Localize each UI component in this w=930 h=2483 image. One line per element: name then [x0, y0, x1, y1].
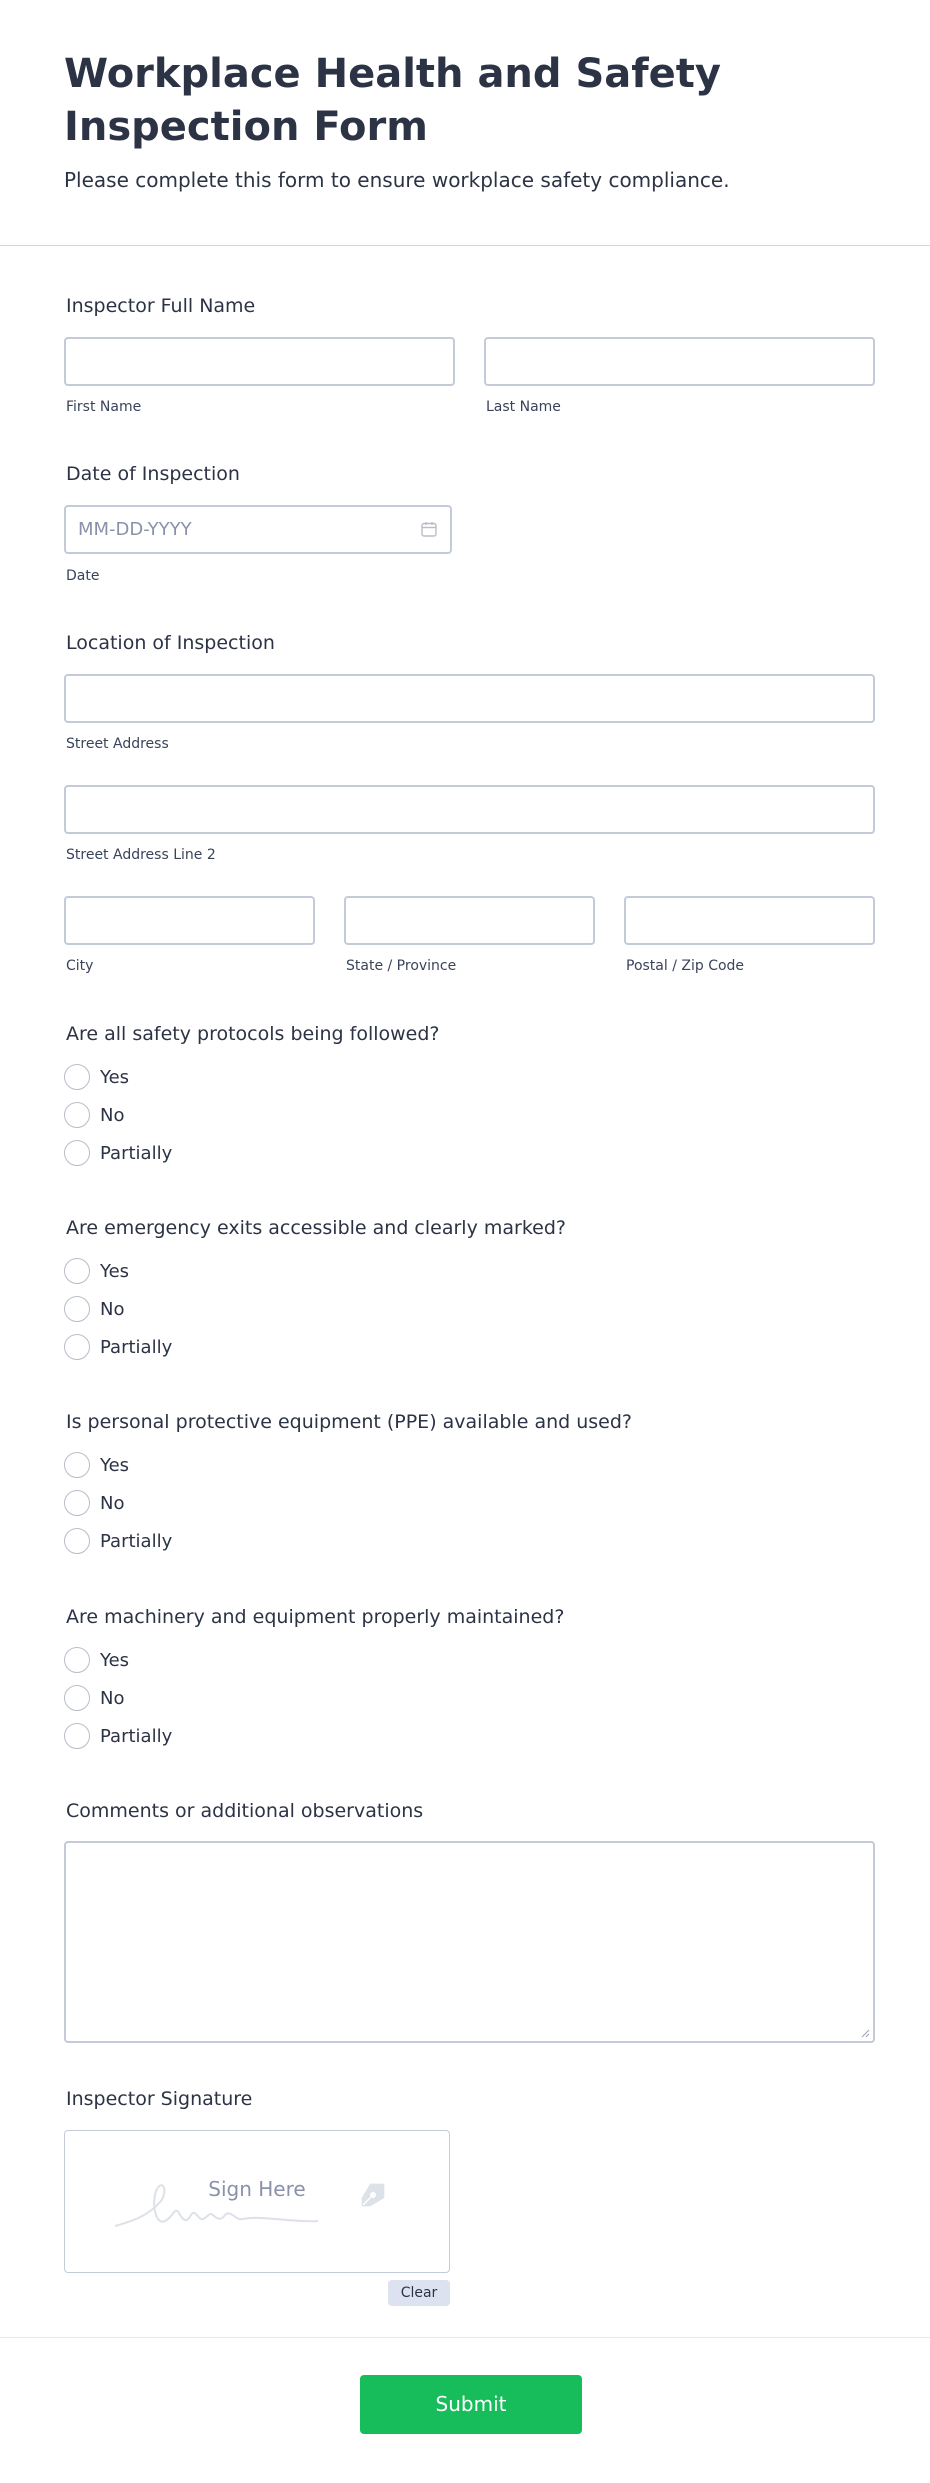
signature-placeholder: Sign Here: [208, 2177, 306, 2201]
signature-pad[interactable]: [64, 2130, 450, 2273]
radio-option-yes[interactable]: [64, 1647, 129, 1673]
radio-option-no[interactable]: [64, 1490, 124, 1516]
date-placeholder: MM-DD-YYYY: [78, 519, 192, 540]
radio-button[interactable]: [64, 1685, 90, 1711]
radio-label: Partially: [100, 1142, 173, 1164]
radio-button[interactable]: [64, 1723, 90, 1749]
radio-label: Yes: [100, 1649, 130, 1671]
location-label: Location of Inspection: [66, 632, 275, 654]
radio-label: Partially: [100, 1530, 173, 1552]
date-input[interactable]: [64, 505, 452, 554]
first-name-input[interactable]: [64, 337, 455, 386]
radio-option-yes[interactable]: [64, 1258, 129, 1284]
signature-label: Inspector Signature: [66, 2088, 253, 2110]
radio-label: Yes: [100, 1260, 130, 1282]
radio-button[interactable]: [64, 1102, 90, 1128]
radio-button[interactable]: [64, 1528, 90, 1554]
street-address-line2-input[interactable]: [64, 785, 875, 834]
radio-label: Yes: [100, 1454, 130, 1476]
radio-label: No: [100, 1687, 125, 1709]
calendar-icon[interactable]: [420, 520, 438, 538]
city-input[interactable]: [64, 896, 315, 945]
footer-divider: [0, 2337, 930, 2338]
radio-option-partially[interactable]: [64, 1140, 172, 1166]
comments-label: Comments or additional observations: [66, 1800, 424, 1822]
radio-label: Partially: [100, 1336, 173, 1358]
state-input[interactable]: [344, 896, 595, 945]
radio-button[interactable]: [64, 1490, 90, 1516]
form-subtitle: Please complete this form to ensure workplace safety compliance.: [64, 168, 730, 192]
last-name-sublabel: Last Name: [486, 399, 561, 415]
radio-button[interactable]: [64, 1296, 90, 1322]
clear-signature-button[interactable]: Clear: [388, 2280, 450, 2306]
radio-label: No: [100, 1298, 125, 1320]
radio-option-partially[interactable]: [64, 1334, 172, 1360]
radio-option-yes[interactable]: [64, 1064, 129, 1090]
question-machinery-label: Are machinery and equipment properly maintained?: [66, 1606, 565, 1628]
radio-button[interactable]: [64, 1334, 90, 1360]
street-address-line2-sublabel: Street Address Line 2: [66, 847, 216, 863]
form-header: [0, 0, 930, 246]
pen-nib-icon: [353, 2175, 393, 2215]
radio-label: Partially: [100, 1725, 173, 1747]
inspector-name-label: Inspector Full Name: [66, 295, 256, 317]
date-sublabel: Date: [66, 568, 100, 584]
zip-sublabel: Postal / Zip Code: [626, 958, 745, 974]
radio-label: No: [100, 1492, 125, 1514]
question-emergency-exits-label: Are emergency exits accessible and clearly marked?: [66, 1217, 566, 1239]
radio-option-no[interactable]: [64, 1685, 124, 1711]
date-label: Date of Inspection: [66, 463, 240, 485]
signature-scribble-icon: [113, 2171, 353, 2241]
first-name-sublabel: First Name: [66, 399, 142, 415]
radio-button[interactable]: [64, 1258, 90, 1284]
state-sublabel: State / Province: [346, 958, 457, 974]
question-safety-protocols-label: Are all safety protocols being followed?: [66, 1023, 440, 1045]
radio-option-yes[interactable]: [64, 1452, 129, 1478]
radio-button[interactable]: [64, 1647, 90, 1673]
radio-label: Yes: [100, 1066, 130, 1088]
question-ppe-label: Is personal protective equipment (PPE) available and used?: [66, 1411, 633, 1433]
radio-label: No: [100, 1104, 125, 1126]
radio-option-no[interactable]: [64, 1296, 124, 1322]
radio-button[interactable]: [64, 1064, 90, 1090]
radio-button[interactable]: [64, 1140, 90, 1166]
radio-option-no[interactable]: [64, 1102, 124, 1128]
radio-button[interactable]: [64, 1452, 90, 1478]
zip-input[interactable]: [624, 896, 875, 945]
last-name-input[interactable]: [484, 337, 875, 386]
street-address-input[interactable]: [64, 674, 875, 723]
radio-option-partially[interactable]: [64, 1528, 172, 1554]
city-sublabel: City: [66, 958, 94, 974]
submit-button[interactable]: Submit: [360, 2375, 582, 2434]
comments-textarea[interactable]: [64, 1841, 875, 2043]
resize-handle-icon[interactable]: [860, 2028, 870, 2038]
street-address-sublabel: Street Address: [66, 736, 169, 752]
radio-option-partially[interactable]: [64, 1723, 172, 1749]
form-title: Workplace Health and Safety Inspection Form: [64, 51, 721, 150]
